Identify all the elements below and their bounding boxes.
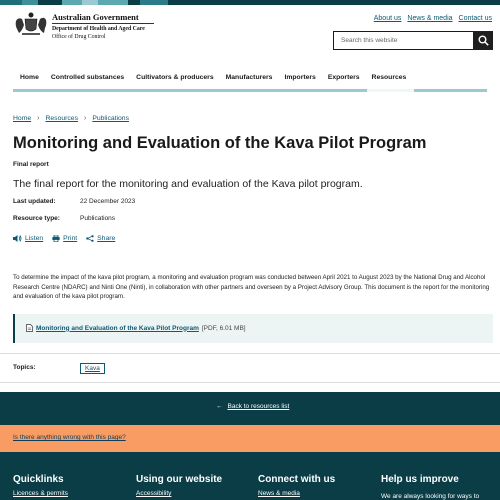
back-bar bbox=[0, 392, 500, 425]
breadcrumb-publications[interactable]: Publications bbox=[92, 115, 129, 122]
print-label: Print bbox=[63, 235, 78, 242]
share-icon bbox=[86, 235, 94, 242]
search-button[interactable] bbox=[473, 31, 493, 50]
breadcrumb-resources[interactable]: Resources bbox=[45, 115, 78, 122]
nav-item-exporters[interactable]: Exporters bbox=[327, 74, 360, 81]
about-us-link[interactable]: About us bbox=[373, 15, 402, 22]
nav-item-controlled-substances[interactable]: Controlled substances bbox=[50, 74, 125, 81]
footer-heading: Using our website bbox=[136, 474, 223, 485]
share-button[interactable] bbox=[86, 235, 115, 242]
divider bbox=[0, 382, 500, 383]
resource-type-label: Resource type: bbox=[13, 215, 60, 222]
footer-help-text: We are always looking for ways to bbox=[381, 493, 480, 500]
listen-label: Listen bbox=[25, 235, 44, 242]
arrow-left-icon: ← bbox=[216, 403, 223, 410]
search-input[interactable] bbox=[334, 32, 474, 48]
document-callout bbox=[13, 314, 493, 343]
breadcrumb-home[interactable]: Home bbox=[13, 115, 32, 122]
coat-of-arms-icon bbox=[14, 11, 48, 37]
document-file-info: [PDF, 6.01 MB] bbox=[201, 324, 246, 332]
government-logo[interactable] bbox=[14, 11, 154, 39]
print-button[interactable] bbox=[52, 235, 77, 242]
last-updated-value: 22 December 2023 bbox=[80, 198, 136, 205]
topic-tag-kava[interactable]: Kava bbox=[80, 363, 105, 374]
publication-kind: Final report bbox=[13, 161, 49, 168]
share-label: Share bbox=[97, 235, 116, 242]
search-icon bbox=[478, 35, 489, 46]
utility-links bbox=[374, 15, 492, 22]
nav-item-home[interactable]: Home bbox=[20, 74, 39, 81]
printer-icon bbox=[52, 235, 60, 242]
nav-item-resources[interactable]: Resources bbox=[371, 74, 407, 81]
footer-column-connect bbox=[258, 474, 336, 497]
page-title: Monitoring and Evaluation of the Kava Pilot Program bbox=[13, 134, 427, 152]
contact-us-link[interactable]: Contact us bbox=[458, 15, 492, 22]
nav-item-cultivators-producers[interactable]: Cultivators & producers bbox=[136, 74, 214, 81]
last-updated-label: Last updated: bbox=[13, 198, 56, 205]
document-download-link[interactable]: Monitoring and Evaluation of the Kava Pilot Program bbox=[36, 324, 199, 332]
listen-button[interactable] bbox=[13, 235, 43, 242]
logo-line-department: Department of Health and Aged Care bbox=[52, 26, 145, 32]
body-paragraph: To determine the impact of the kava pilot program, a monitoring and evaluation program was conducted between April 2021 to August 2023 by the National Drug and Alcohol Research Centre (NDARC) and Ninti One (Ninti), in collaboration with other partners and overseen by a Project Advisory Group. This document is the report for the monitoring and evaluation of the kava pilot program. bbox=[13, 274, 490, 301]
footer-column-using-website bbox=[136, 474, 223, 497]
document-icon bbox=[26, 324, 33, 332]
logo-line-government: Australian Government bbox=[52, 12, 139, 22]
nav-item-manufacturers[interactable]: Manufacturers bbox=[225, 74, 273, 81]
chevron-right-icon: › bbox=[37, 115, 40, 122]
footer-heading: Connect with us bbox=[258, 474, 336, 485]
nav-active-indicator bbox=[367, 89, 414, 92]
topics-label: Topics: bbox=[13, 364, 36, 371]
footer-heading: Quicklinks bbox=[13, 474, 64, 485]
footer-column-quicklinks bbox=[13, 474, 68, 497]
chevron-right-icon: › bbox=[83, 115, 87, 122]
resource-type-value: Publications bbox=[80, 215, 116, 222]
logo-divider bbox=[52, 23, 154, 24]
divider bbox=[0, 353, 500, 354]
news-media-link[interactable]: News & media bbox=[407, 15, 453, 22]
report-issue-link[interactable]: Is there anything wrong with this page? bbox=[13, 434, 126, 441]
report-issue-bar bbox=[0, 425, 500, 452]
footer-link-accessibility[interactable]: Accessibility bbox=[136, 490, 172, 497]
nav-item-importers[interactable]: Importers bbox=[284, 74, 316, 81]
footer-link-news-media[interactable]: News & media bbox=[258, 490, 300, 497]
footer-column-help-improve bbox=[381, 474, 480, 500]
footer-link-licences-permits[interactable]: Licences & permits bbox=[13, 490, 68, 497]
breadcrumb bbox=[13, 115, 129, 122]
search-box bbox=[333, 31, 493, 50]
footer-heading: Help us improve bbox=[381, 474, 459, 485]
page-actions bbox=[13, 235, 115, 242]
top-accent-bar bbox=[0, 0, 500, 5]
back-to-resources-link[interactable]: Back to resources list bbox=[227, 403, 290, 410]
footer bbox=[0, 452, 500, 500]
logo-line-office: Office of Drug Control bbox=[52, 34, 106, 40]
lead-summary: The final report for the monitoring and evaluation of the Kava pilot program. bbox=[13, 178, 363, 190]
speaker-icon bbox=[13, 235, 22, 242]
nav-underline bbox=[13, 89, 487, 92]
